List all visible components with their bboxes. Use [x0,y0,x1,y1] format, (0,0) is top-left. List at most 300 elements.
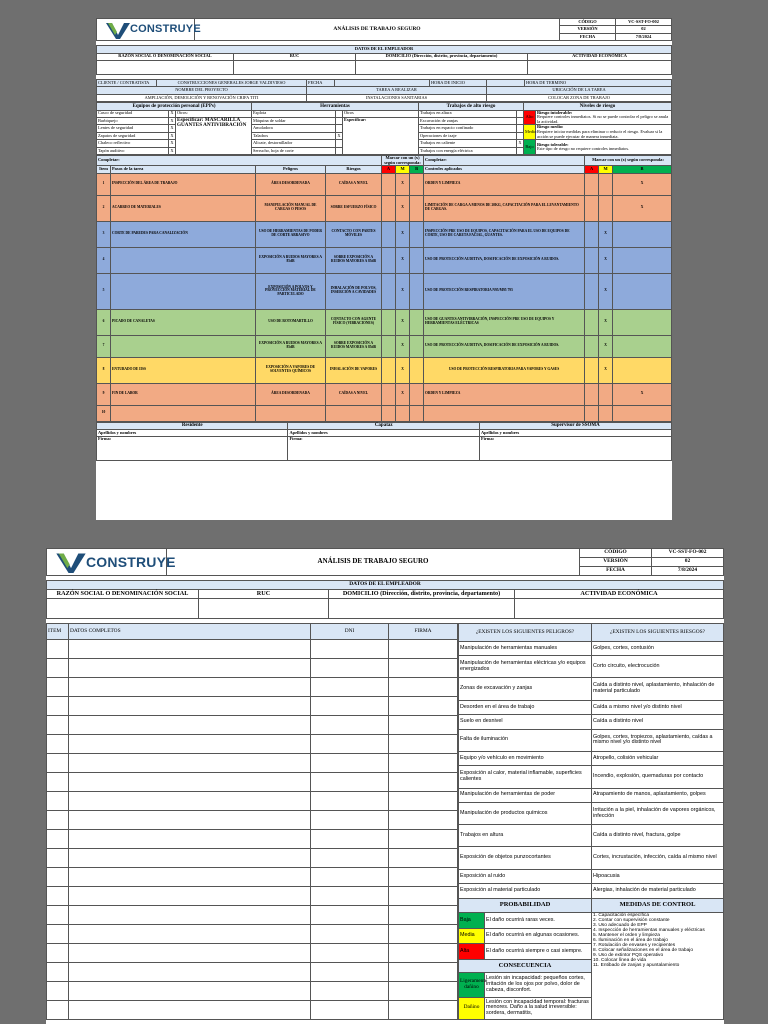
task-level-a-2[interactable] [585,335,599,357]
ruc-header: RUC [234,53,356,60]
worker-item [47,697,69,716]
task-level-a[interactable] [382,309,396,335]
task-level-b-2[interactable] [613,221,672,247]
task-hazard: MANIPULACIÓN MANUAL DE CARGAS O PESOS [256,195,326,221]
task-level-b[interactable] [410,221,424,247]
worker-signature[interactable] [389,982,458,1001]
task-level-a[interactable] [382,221,396,247]
hora-inicio-input[interactable] [487,79,525,86]
worker-name[interactable] [69,944,311,963]
task-item: 9 [97,383,111,405]
employer-section-title: DATOS DE EL EMPLEADOR [97,46,672,53]
supervisor-apellidos[interactable]: Apellidos y nombres [479,430,671,437]
tarea-value: INSTALACIONES SANITARIAS [307,94,487,101]
worker-dni[interactable] [311,849,389,868]
domicilio-header: DOMICILIO (Dirección, distrito, provincia, departamento) [356,53,528,60]
col-firma: FIRMA [389,624,458,640]
worker-dni[interactable] [311,887,389,906]
worker-dni[interactable] [311,754,389,773]
alto-mark[interactable]: X [517,140,524,147]
alto-item: Trabajos en espacio confinado [419,125,517,132]
herr-item: Serrucho, hoja de corte [252,147,336,154]
cons-ligero-label: Ligeramente dañino [459,973,485,997]
header-table [96,18,672,41]
task-item: 6 [97,309,111,335]
task-level-a-2[interactable] [585,309,599,335]
residente-label: Residente [97,422,288,429]
worker-dni[interactable] [311,735,389,754]
col-pasos: Pasos de la tarea [111,166,256,173]
task-level-b-2[interactable] [613,357,672,383]
worker-item [47,944,69,963]
task-level-m[interactable]: X [396,247,410,273]
task-level-m-2[interactable] [599,195,613,221]
task-level-m[interactable] [396,405,410,421]
worker-dni[interactable] [311,982,389,1001]
risk-item: Golpes, cortes, contusión [592,641,724,655]
task-level-m[interactable]: X [396,357,410,383]
task-hazard: ÁREA DESORDENADA [256,383,326,405]
risk-item: Atropello, colisión vehicular [592,751,724,765]
worker-signature[interactable] [389,735,458,754]
alto-mark[interactable] [517,147,524,154]
task-level-a-2[interactable] [585,383,599,405]
alto-mark[interactable] [517,117,524,124]
col-controles: Controles aplicados [424,166,585,173]
task-level-b-2[interactable] [613,247,672,273]
residente-firma[interactable]: Firma: [97,437,288,461]
task-level-b[interactable] [410,273,424,309]
worker-signature[interactable] [389,906,458,925]
epp-especificar: Especificar: MASCARILLA GUANTES ANTIVIBRACIÓN [176,117,252,154]
task-level-a-2[interactable] [585,195,599,221]
actividad-header-2: ACTIVIDAD ECONÓMICA [515,590,724,599]
worker-signature[interactable] [389,944,458,963]
worker-item [47,906,69,925]
herr-especificar: Especificar: [343,117,419,154]
hazard-item: Exposición al ruido [459,869,592,883]
epp-otros: Otros: [176,110,252,117]
col-item: Item [97,166,111,173]
nivel-bajo-desc [536,140,672,155]
alto-mark[interactable] [517,125,524,132]
tasks-table [96,155,672,422]
alto-mark[interactable] [517,132,524,139]
col-nivel-b-2: B [613,166,672,173]
epp-item: Lentes de seguridad [97,125,169,132]
header-table-2 [46,548,724,576]
alto-title: Trabajos de alto riesgo [419,103,524,110]
task-level-b[interactable] [410,173,424,195]
task-level-b[interactable] [410,335,424,357]
ruc-value-2[interactable] [199,599,329,619]
col-item-2: ITEM [47,624,69,640]
task-level-a[interactable] [382,383,396,405]
task-control: USO DE PROTECCIÓN AUDITIVA, DOSIFICACIÓN DE EXPOSICIÓN A RUIDOS. [424,335,585,357]
task-level-m-2[interactable]: X [599,221,613,247]
epp-item: Zapatos de seguridad [97,132,169,139]
task-level-m-2[interactable]: X [599,273,613,309]
nivel-bajo-text: Este tipo de riesgo no requiere controles inmediatos. [537,146,630,152]
worker-signature[interactable] [389,830,458,849]
task-level-m[interactable]: X [396,383,410,405]
worker-dni[interactable] [311,868,389,887]
prob-baja-desc: El daño ocurrirá raras veces. [485,913,592,929]
task-level-m-2[interactable] [599,405,613,421]
task-level-b-2[interactable] [613,335,672,357]
hazard-item: Desorden en el área de trabajo [459,700,592,714]
worker-name[interactable] [69,849,311,868]
worker-item [47,773,69,792]
task-level-m-2[interactable]: X [599,309,613,335]
hazard-item: Exposición de objetos punzocortantes [459,847,592,869]
risk-item: Alergias, inhalación de material particulado [592,884,724,898]
worker-name[interactable] [69,830,311,849]
employer-table [96,45,672,75]
col-peligros: Peligros [256,166,326,173]
fecha-input[interactable] [335,79,430,86]
epp-title: Equipos de protección personal (EPPs) [97,103,252,110]
epp-item: Casco de seguridad [97,110,169,117]
worker-item [47,754,69,773]
task-item: 2 [97,195,111,221]
task-level-a[interactable] [382,173,396,195]
task-level-a-2[interactable] [585,247,599,273]
task-hazard: USO DE HERRAMIENTAS DE PODER DE CORTE ABRASIVO [256,221,326,247]
hazards-table [458,623,724,1020]
task-level-b-2[interactable] [613,405,672,421]
worker-name[interactable] [69,716,311,735]
epp-mark[interactable]: X [169,117,176,124]
worker-dni[interactable] [311,811,389,830]
version-value: 02 [616,26,672,33]
domicilio-header-2: DOMICILIO (Dirección, distrito, provincia, departamento) [329,590,515,599]
worker-name[interactable] [69,925,311,944]
task-control: LIMITACIÓN DE CARGA A MENOS DE 20KG, CAPACITACIÓN PARA EL LEVANTAMIENTO DE CARGAS. [424,195,585,221]
task-level-a[interactable] [382,195,396,221]
nivel-medio-title: Riesgo medio: [537,124,564,130]
task-level-m-2[interactable]: X [599,335,613,357]
epp-item: Tapón auditivo [97,147,169,154]
fecha-label: FECHA [560,33,616,40]
worker-name[interactable] [69,640,311,659]
task-level-m[interactable]: X [396,173,410,195]
task-level-b-2[interactable]: X [613,383,672,405]
cliente-value: CONSTRUCCIONES GENERALES JORGE VALDIVIESO [157,79,307,86]
herr-mark[interactable] [336,110,343,117]
col-nivel-b: B [410,166,424,173]
task-level-a-2[interactable] [585,405,599,421]
col-riesgos: Riesgos [326,166,382,173]
risk-item: Incendio, explosión, quemaduras por contacto [592,766,724,788]
hazard-item: Manipulación de productos químicos [459,803,592,825]
epp-mark[interactable]: X [169,132,176,139]
task-level-b[interactable] [410,247,424,273]
herr-item: Alicate, destornillador [252,140,336,147]
task-item: 5 [97,273,111,309]
alto-item: Excavación de zanjas [419,117,517,124]
worker-dni[interactable] [311,906,389,925]
proyecto-value: AMPLIACIÓN, DEMOLICIÓN Y RENOVACIÓN CRIFA TITI [97,94,307,101]
col-riesgos-2: ¿EXISTEN LOS SIGUIENTES RIESGOS? [592,624,724,642]
actividad-value[interactable] [528,60,672,74]
supervisor-firma[interactable]: Firma: [479,437,671,461]
hazard-item: Manipulación de herramientas manuales [459,641,592,655]
worker-signature[interactable] [389,868,458,887]
herr-mark[interactable] [336,147,343,154]
task-item: 1 [97,173,111,195]
col-dni: DNI [311,624,389,640]
doc-title-2: ANÁLISIS DE TRABAJO SEGURO [167,549,580,576]
nivel-alto-title: Riesgo intolerable: [537,109,573,115]
hazard-item: Zonas de excavación y zanjas [459,678,592,700]
worker-name[interactable] [69,735,311,754]
capataz-label: Capataz [288,422,479,429]
worker-name[interactable] [69,982,311,1001]
col-datos: DATOS COMPLETOS [69,624,311,640]
worker-name[interactable] [69,754,311,773]
worker-signature[interactable] [389,640,458,659]
worker-name[interactable] [69,868,311,887]
version-value-2: 02 [652,558,724,567]
hazard-item: Suelo en desnivel [459,715,592,729]
epp-mark[interactable]: X [169,140,176,147]
worker-item [47,716,69,735]
task-risk: CAÍDAS A NIVEL [326,173,382,195]
version-label: VERSIÓN [560,26,616,33]
task-step: ENTUBADO DE IISS [111,357,256,383]
herr-mark[interactable] [336,140,343,147]
herr-mark[interactable] [336,125,343,132]
worker-signature[interactable] [389,697,458,716]
worker-name[interactable] [69,678,311,697]
worker-signature[interactable] [389,659,458,678]
worker-item [47,868,69,887]
worker-item [47,963,69,982]
task-control: ORDEN Y LIMPIEZA [424,383,585,405]
worker-signature[interactable] [389,1001,458,1020]
cons-danino-label: Dañino [459,997,485,1019]
worker-name[interactable] [69,963,311,982]
hazard-item: Falta de iluminación [459,729,592,751]
version-label-2: VERSIÓN [580,558,652,567]
hazard-item: Exposición al material particulado [459,884,592,898]
task-level-b[interactable] [410,195,424,221]
razon-social-header-2: RAZÓN SOCIAL O DENOMINACIÓN SOCIAL [47,590,199,599]
herr-item: Taladros [252,132,336,139]
nivel-alto-text: Requiere controles inmediatos. Si no se puede controlar el peligro se anula la actividad. [537,114,669,124]
task-level-m-2[interactable] [599,383,613,405]
capataz-firma[interactable]: Firma: [288,437,479,461]
herr-mark[interactable] [336,117,343,124]
task-level-b-2[interactable] [613,273,672,309]
task-level-m-2[interactable] [599,173,613,195]
task-level-a[interactable] [382,273,396,309]
worker-dni[interactable] [311,925,389,944]
herr-item: Amoladora [252,125,336,132]
worker-dni[interactable] [311,792,389,811]
task-level-a[interactable] [382,405,396,421]
task-level-a[interactable] [382,335,396,357]
workers-and-hazards [46,623,724,1020]
completar-label-2: Completar: [424,156,585,166]
task-level-m-2[interactable]: X [599,357,613,383]
task-level-a-2[interactable] [585,357,599,383]
worker-dni[interactable] [311,678,389,697]
task-level-m[interactable]: X [396,335,410,357]
workers-table [46,623,458,1020]
task-level-a-2[interactable] [585,273,599,309]
cons-danino-desc: Lesión con incapacidad temporal: fracturas menores. Daño a la salud irreversible: sordera, dermatitis, [485,997,592,1019]
worker-signature[interactable] [389,925,458,944]
task-step: CORTE DE PAREDES PARA CANALIZACIÓN [111,221,256,247]
domicilio-value[interactable] [356,60,528,74]
epp-mark[interactable]: X [169,125,176,132]
worker-item [47,735,69,754]
task-risk: INHALACIÓN DE POLVOS, INSERCIÓN A CAVIDADES [326,273,382,309]
ruc-value[interactable] [234,60,356,74]
risk-item: Cortes, incrustación, infección, caída al mismo nivel [592,847,724,869]
task-step [111,273,256,309]
task-level-b[interactable] [410,309,424,335]
alto-item: Trabajos en caliente [419,140,517,147]
task-level-m-2[interactable]: X [599,247,613,273]
razon-social-value-2[interactable] [47,599,199,619]
task-level-m[interactable]: X [396,273,410,309]
worker-name[interactable] [69,792,311,811]
risk-item: Golpes, cortes, tropiezos, aplastamiento, caídas a mismo nivel y/o distinto nivel [592,729,724,751]
domicilio-value-2[interactable] [329,599,515,619]
task-control: ORDEN Y LIMPIEZA [424,173,585,195]
herr-item: Máquina de soldar [252,117,336,124]
hazard-item: Exposición al calor, material inflamable, superficies calientes [459,766,592,788]
task-level-m[interactable]: X [396,309,410,335]
residente-apellidos[interactable]: Apellidos y nombres [97,430,288,437]
risk-item: Caída a distinto nivel, fractura, golpe [592,825,724,847]
task-risk: INHALACIÓN DE VAPORES [326,357,382,383]
task-hazard: EXPOSICIÓN A VAPORES DE SOLVENTES QUÍMICOS [256,357,326,383]
task-level-a[interactable] [382,247,396,273]
worker-signature[interactable] [389,963,458,982]
completar-label: Completar: [97,156,382,166]
hazard-item: Manipulación de herramientas de poder [459,788,592,802]
worker-signature[interactable] [389,773,458,792]
marcar-label: Marcar con un (x) según corresponda: [382,156,424,166]
col-nivel-m: M [396,166,410,173]
worker-name[interactable] [69,811,311,830]
task-level-b[interactable] [410,383,424,405]
worker-item [47,640,69,659]
probabilidad-title: PROBABILIDAD [459,898,592,912]
codigo-label: CÓDIGO [560,19,616,26]
worker-signature[interactable] [389,754,458,773]
hazard-item: Manipulación de herramientas eléctricas y/o equipos energizados [459,656,592,678]
worker-dni[interactable] [311,659,389,678]
task-risk: CAÍDAS A NIVEL [326,383,382,405]
worker-item [47,982,69,1001]
worker-name[interactable] [69,697,311,716]
task-level-b[interactable] [410,405,424,421]
task-step: ACARREO DE MATERIALES [111,195,256,221]
cliente-label: CLIENTE / CONTRATISTA [97,79,157,86]
nivel-alto-swatch: Alto [524,110,536,125]
prob-baja-label: Baja [459,913,485,929]
task-level-b[interactable] [410,357,424,383]
task-level-m[interactable]: X [396,195,410,221]
herr-title: Herramientas [252,103,419,110]
task-level-m[interactable]: X [396,221,410,247]
risk-item: Corto circuito, electrocución [592,656,724,678]
ats-page-2 [46,548,724,1024]
prob-alta-label: Alta [459,944,485,960]
worker-item [47,678,69,697]
task-control: USO DE GUANTES ANTIVIBRACIÓN, INSPECCIÓN PRE USO DE EQUIPOS Y HERRAMIENTAS ELÉCTRICAS [424,309,585,335]
task-hazard: EXPOSICIÓN A POLVOS Y PROYECCIÓN MATERIAL DE PARTICULADO [256,273,326,309]
worker-dni[interactable] [311,773,389,792]
worker-dni[interactable] [311,716,389,735]
worker-name[interactable] [69,1001,311,1020]
worker-dni[interactable] [311,697,389,716]
worker-name[interactable] [69,887,311,906]
worker-signature[interactable] [389,811,458,830]
prob-media-desc: El daño ocurrirá en algunas ocasiones. [485,928,592,944]
capataz-apellidos[interactable]: Apellidos y nombres [288,430,479,437]
worker-name[interactable] [69,906,311,925]
niveles-title: Niveles de riesgo [524,103,672,110]
worker-dni[interactable] [311,944,389,963]
brand-name-2: CONSTRUYE [86,553,176,570]
epp-mark[interactable]: X [169,110,176,117]
task-level-b-2[interactable] [613,309,672,335]
employer-table-2 [46,580,724,619]
task-level-a-2[interactable] [585,173,599,195]
task-level-b-2[interactable]: X [613,173,672,195]
worker-signature[interactable] [389,678,458,697]
worker-dni[interactable] [311,963,389,982]
worker-name[interactable] [69,773,311,792]
worker-dni[interactable] [311,640,389,659]
fecha-value-2: 7/8/2024 [652,567,724,576]
worker-signature[interactable] [389,792,458,811]
col-nivel-m-2: M [599,166,613,173]
worker-signature[interactable] [389,849,458,868]
task-item: 10 [97,405,111,421]
worker-dni[interactable] [311,1001,389,1020]
marcar-label-2: Marcar con un (x) según corresponda: [585,156,672,166]
worker-signature[interactable] [389,887,458,906]
nivel-bajo-title: Riesgo tolerable: [537,141,569,147]
task-level-b-2[interactable]: X [613,195,672,221]
task-level-a[interactable] [382,357,396,383]
nivel-alto-desc [536,110,672,125]
risk-item: Hipoacusia [592,869,724,883]
risk-item: Atrapamiento de manos, aplastamiento, golpes [592,788,724,802]
epp-mark[interactable]: X [169,147,176,154]
herr-mark[interactable]: X [336,132,343,139]
task-control: USO DE PROTECCIÓN RESPIRATORIA N95/M95 795 [424,273,585,309]
task-level-a-2[interactable] [585,221,599,247]
worker-name[interactable] [69,659,311,678]
prob-alta-desc: El daño ocurrirá siempre o casi siempre. [485,944,592,960]
alto-mark[interactable] [517,110,524,117]
actividad-value-2[interactable] [515,599,724,619]
worker-dni[interactable] [311,830,389,849]
worker-signature[interactable] [389,716,458,735]
ubicacion-value: COLOCAR ZONA DE TRABAJO [487,94,672,101]
task-item: 7 [97,335,111,357]
razon-social-value[interactable] [97,60,234,74]
logo-2 [47,549,176,576]
